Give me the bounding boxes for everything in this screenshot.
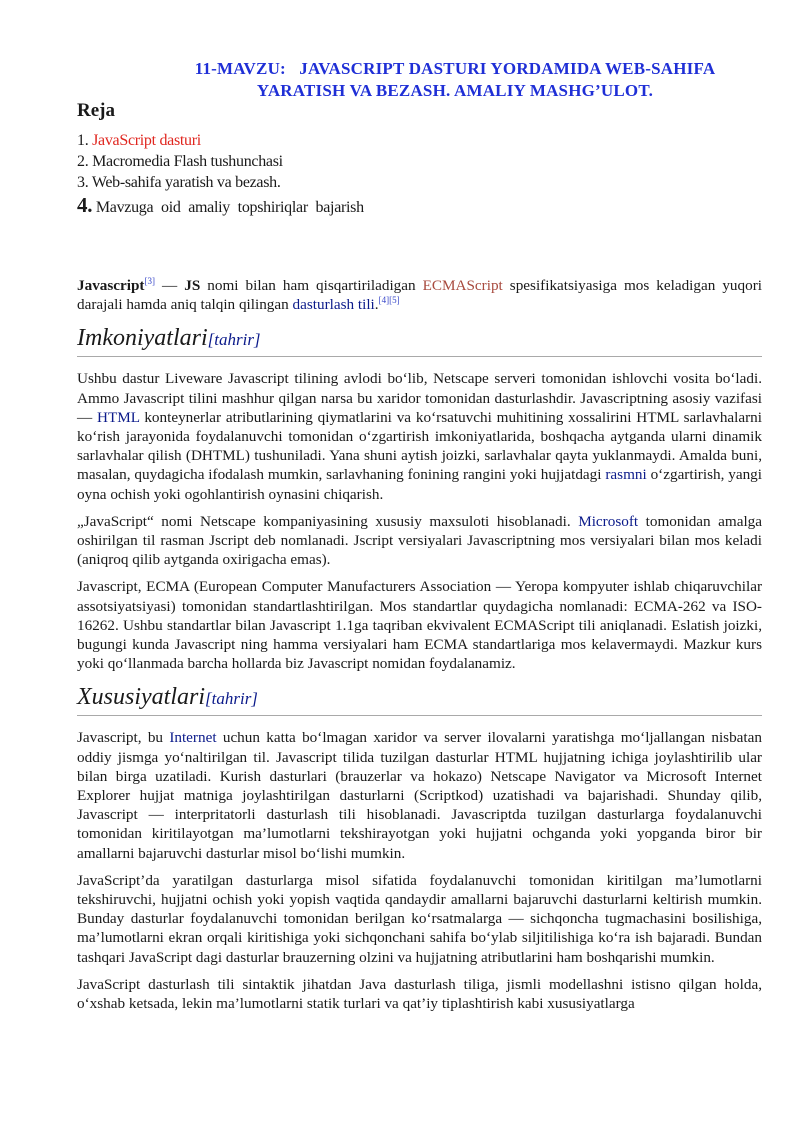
internet-link[interactable]: Internet (169, 729, 217, 747)
reference-link[interactable]: [4][5] (378, 295, 400, 306)
intro-abbr: JS (184, 277, 201, 294)
intro-term: Javascript (77, 277, 145, 294)
plan-item-text: Macromedia Flash tushunchasi (92, 153, 283, 170)
edit-link[interactable]: [tahrir] (205, 689, 258, 709)
programming-language-link[interactable]: dasturlash tili (292, 296, 375, 314)
plan-item-number: 4. (77, 193, 93, 217)
plan-heading: Reja (77, 100, 115, 121)
intro-text: spesifikatsiyasiga mos keladigan yuqori darajali hamda aniq talqin qilingan (77, 277, 762, 314)
paragraph-text: konteynerlar atributlarining qiymatlarini va ko‘rsatuvchi muhitining xossalirini HTML sarlavhalarni ko‘rish jarayonida foydalanuvchi tomonidan o‘zgartirish imkoniyatlarida, boshqacha aytganda ularni dinamik sarlavhalar qilish (DHTML) tushuniladi. Yana shuni aytish joizki, sarlavhalar qayta yuklanmaydi. Amalda buni, masalan, quydagicha ifodalash mumkin, sarlavhaning fonining rangini yoki hujjatdagi (77, 408, 762, 484)
plan-item-2 (77, 151, 364, 172)
paragraph: JavaScript’da yaratilgan dasturlarga misol sifatida foydalanuvchi tomonidan kiritilgan ma’lumotlarni tekshiruvchi, hujjatni ochish yoki yopish vaqtida qandaydir amallarni bajaruvchi dasturlarni keltirish mumkin. Bunday dasturlar foydalanuvchi tomonidan berilgan ko‘rsatmalarga — sichqoncha tugmachasini bosilishiga, ma’lumotlarni ekran orqali kiritishiga yoki sichqonchani sahifa bo‘ylab siljitilishiga ko‘ra ish bajaradi. Bundan tashqari JavaScript dagi dasturlar brauzerning olzini va hujjatning atributlarini ham boshqarishi mumkin. (77, 871, 762, 966)
plan-item-number: 3. (77, 174, 89, 191)
plan-item-link[interactable]: JavaScript dasturi (92, 132, 201, 149)
edit-link[interactable]: [tahrir] (207, 330, 261, 350)
reference-link[interactable]: [3] (144, 275, 155, 286)
intro-paragraph (77, 276, 762, 314)
intro-dash: — (155, 277, 185, 294)
html-link[interactable]: HTML (97, 408, 140, 426)
section-heading-imkoniyatlari (77, 324, 762, 357)
intro-text: . (374, 296, 379, 314)
paragraph: Javascript, ECMA (European Computer Manufacturers Association — Yeropa kompyuter ishlab chiqaruvchilar assotsiyatsiyasi) tomonidan standartlashtirilgan. Mos standartlar quydagicha nomlanadi: ECMA-262 va ISO-16262. Ushbu standartlar bilan Javascript 1.1ga taqriban ekvivalent ECMAScript tili aniqlanadi. Eslatish joizki, bugungi kunda Javascript ning hamma versiyalari ham ECMA standartlariga mos kelavermaydi. Mazkur kurs yoki qo‘llanmada barcha hollarda biz Javascript nomidan foydalanamiz. (77, 578, 762, 673)
microsoft-link[interactable]: Microsoft (578, 512, 639, 530)
title-line-1: 11-MAVZU: JAVASCRIPT DASTURI YORDAMIDA WEB-SAHIFA (194, 59, 716, 78)
paragraph-text: uchun katta bo‘lmagan xaridor va server ilovalarni yaratishga mo‘ljallangan nisbatan oddiy jismga yo‘naltirilgan til. Javascript tilida tuzilgan dasturlar HTML hujjatning ichiga joylashtirilib ular bilan birga uzatiladi. Kurish dasturlari (brauzerlar va hokazo) Netscape Navigator va Microsoft Internet Explorer hujjat matniga joylashtirilgan dasturlarni (Scriptkod) uzatishadi va bajarishadi. Shunday qilib, Javascript — interpritatorli dasturlash tili hisoblanadi. Javascriptda tuzilgan dasturlarga foydalanuvchi tomonidan kiritilayotgan ma’lumotlarni tekshirayotgan yoki hujjatni ochganda yoki yopganda biror bir amallarni bajaruvchi dasturlar misol bo‘lishi mumkin. (77, 729, 762, 862)
plan-item-text: Mavzuga oid amaliy topshiriqlar bajarish (95, 199, 364, 216)
section-title: Imkoniyatlari (77, 325, 208, 352)
paragraph-text: tomonidan amalga oshirilgan til rasman Jscript deb nomlanadi. Jscript versiyalari Javascriptning mos versiyalari bilan mos keladi (aniqroq qilib aytganda oxirigacha emas). (77, 512, 763, 569)
paragraph (77, 369, 762, 503)
section-heading-xususiyatlari (77, 683, 762, 716)
paragraph-text: Ushbu dastur Liveware Javascript tilining avlodi bo‘lib, Netscape serveri tomonidan ishlovchi vosita bo‘ladi. Ammo Javascript tilini mashhur qilgan narsa bu xaridor tomonidan dasturlashdir. Javascriptning asosiy vazifasi — (77, 370, 762, 426)
paragraph: JavaScript dasturlash tili sintaktik jihatdan Java dasturlash tiliga, jismli modellashni istisno qilgan holda, o‘xshab ketsada, lekin ma’lumotlarni statik turlari va qat’iy tiplashtirish kabi xususiyatlarga (77, 975, 762, 1013)
paragraph (77, 728, 762, 862)
intro-text: nomi bilan ham qisqartiriladigan (200, 277, 423, 294)
paragraph (77, 512, 762, 570)
plan-item-4 (77, 195, 364, 218)
plan-list (77, 130, 364, 218)
paragraph-text: o‘zgartirish, yangi oyna ochish yoki ogohlantirish oynasini chiqarish. (77, 466, 762, 503)
document-title (120, 58, 790, 102)
plan-item-1 (77, 130, 364, 151)
plan-item-text: Web-sahifa yaratish va bezash. (91, 174, 281, 191)
rasm-link[interactable]: rasmni (605, 466, 647, 484)
title-line-2: YARATISH VA BEZASH. AMALIY MASHG’ULOT. (256, 81, 654, 100)
plan-item-3 (77, 172, 364, 193)
section-title: Xususiyatlari (77, 684, 206, 711)
article-body (77, 276, 762, 1021)
plan-item-number: 1. (77, 132, 89, 149)
ecmascript-link[interactable]: ECMAScript (422, 277, 503, 294)
paragraph-text: „JavaScript“ nomi Netscape kompaniyasining xususiy maxsuloti hisoblanadi. (77, 512, 579, 530)
plan-item-number: 2. (77, 153, 89, 170)
paragraph-text: Javascript, bu (77, 729, 170, 747)
